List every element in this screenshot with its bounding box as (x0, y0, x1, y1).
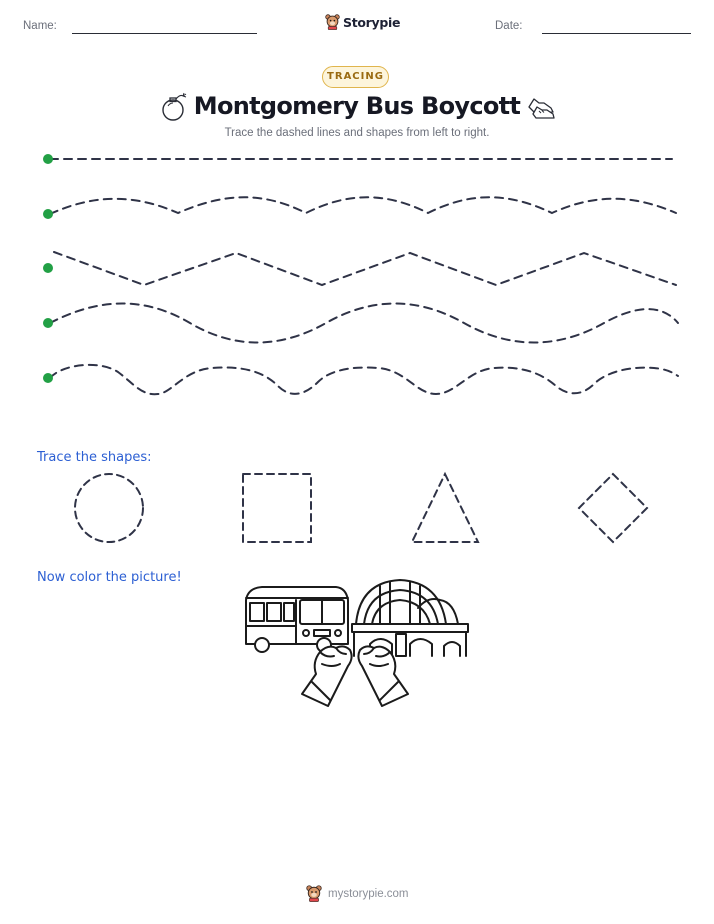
trace-square[interactable] (243, 474, 311, 542)
trace-triangle[interactable] (412, 474, 478, 542)
footer (306, 885, 409, 902)
footer-site-link[interactable]: mystorypie.com (328, 887, 409, 900)
bus-icon (246, 587, 348, 652)
activity-tag: TRACING (322, 66, 389, 88)
start-dot (43, 263, 53, 273)
trace-diamond[interactable] (579, 474, 647, 542)
tracing-line-wave-2[interactable] (50, 304, 678, 343)
name-label: Name: (23, 20, 57, 32)
start-dot (43, 154, 53, 164)
start-dot (43, 209, 53, 219)
date-label: Date: (495, 20, 523, 32)
page-title: Montgomery Bus Boycott (193, 92, 521, 120)
shapes-section-label: Trace the shapes: (37, 450, 152, 465)
tracing-shapes-area (0, 465, 714, 555)
storypie-mascot-icon (306, 885, 322, 902)
start-dot (43, 318, 53, 328)
tracing-line-bumps[interactable] (50, 365, 678, 394)
start-dot (43, 373, 53, 383)
coloring-section-label: Now color the picture! (37, 570, 182, 585)
coloring-picture[interactable] (240, 578, 472, 710)
tracing-line-zigzag[interactable] (54, 252, 676, 285)
brand-name: Storypie (343, 14, 401, 30)
instructions: Trace the dashed lines and shapes from left to right. (224, 127, 490, 139)
trace-circle[interactable] (75, 474, 143, 542)
tracing-line-wave-1[interactable] (50, 197, 676, 214)
tracing-lines-area (0, 0, 714, 420)
bridge-icon (352, 580, 468, 656)
